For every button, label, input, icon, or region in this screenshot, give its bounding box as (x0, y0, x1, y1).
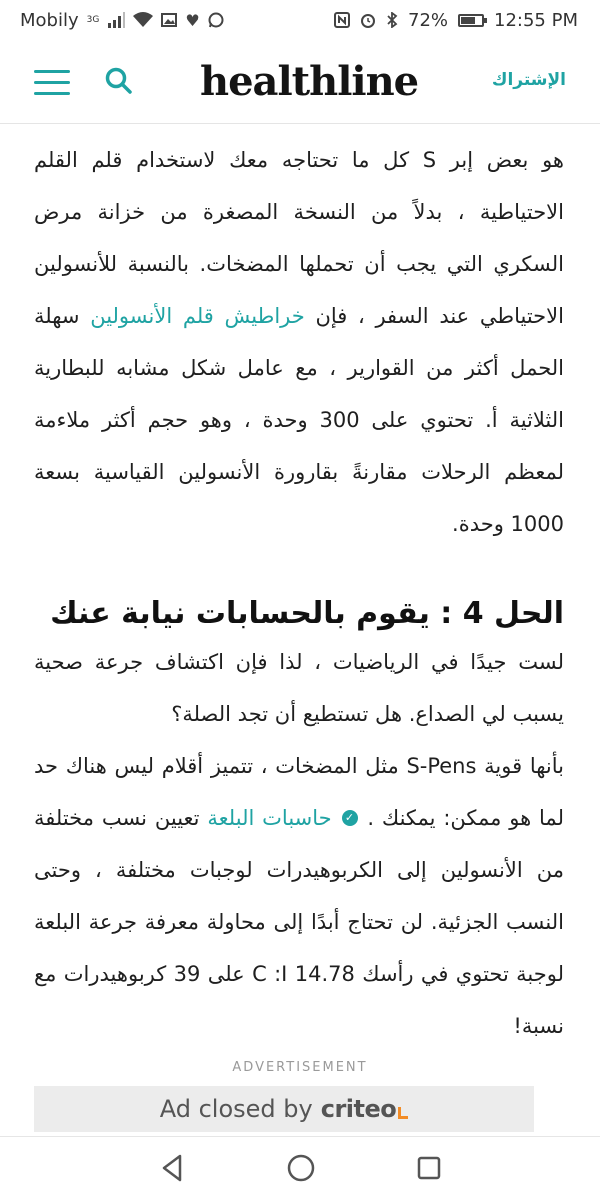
back-icon[interactable] (156, 1151, 190, 1185)
section-heading: الحل 4 : يقوم بالحسابات نيابة عنك (50, 596, 564, 631)
status-left (20, 10, 224, 31)
insulin-pen-cartridges-link[interactable]: خراطيش قلم الأنسولين (90, 304, 305, 328)
system-navigation-bar (0, 1136, 600, 1200)
clock-time: 12:55 PM (494, 9, 578, 31)
wifi-icon (133, 12, 153, 28)
bluetooth-icon (386, 12, 398, 28)
home-icon[interactable] (284, 1151, 318, 1185)
site-header (0, 40, 600, 124)
subscribe-link[interactable]: الإشتراك (491, 70, 566, 90)
search-icon[interactable] (104, 66, 134, 96)
recents-icon[interactable] (412, 1151, 446, 1185)
battery-icon (458, 14, 484, 27)
menu-line-middle (34, 81, 70, 84)
article-body (34, 126, 564, 1052)
menu-line-bottom (34, 92, 70, 95)
alarm-icon (360, 12, 376, 28)
bolus-calculators-link[interactable]: حاسبات البلعة (207, 806, 332, 830)
battery-level (461, 17, 475, 24)
carrier-name: Mobily (20, 9, 79, 31)
status-bar (0, 0, 600, 40)
whatsapp-icon (208, 12, 224, 28)
ad-closed-text: Ad closed by (159, 1095, 313, 1123)
battery-percent: 72% (408, 9, 449, 31)
network-type: 3G (86, 15, 100, 25)
ad-closed-banner[interactable] (34, 1086, 534, 1132)
paragraph-text: سهلة الحمل أكثر من القوارير ، مع عامل شكل مشابه للبطارية الثلاثية أ. تحتوي على 300 وحدة ، وهو حجم أكثر ملاءمة لمعظم الرحلات مقارنةً بقارورة الأنسولين القياسية بسعة 1000 وحدة. (34, 304, 564, 536)
paragraph-text: هو بعض إبر S كل ما تحتاجه معك لاستخدام قلم القلم الاحتياطية ، بدلاً من النسخة المصغرة من خزانة مرض السكري التي يجب أن تحملها المضخات. بالنسبة للأنسولين الاحتياطي عند السفر ، فإن (34, 148, 564, 328)
article-paragraph-2: لست جيدًا في الرياضيات ، لذا فإن اكتشاف جرعة صحية يسبب لي الصداع. هل تستطيع أن تجد الصلة؟ (34, 650, 564, 726)
nfc-icon (334, 12, 350, 28)
article-paragraph-1 (34, 126, 564, 550)
criteo-logo (321, 1095, 409, 1123)
healthline-logo[interactable]: healthline (200, 58, 419, 105)
menu-line-top (34, 70, 70, 73)
paragraph-text: بأنها قوية S-Pens مثل المضخات ، تتميز أقلام ليس هناك حد لما هو ممكن: يمكنك . (34, 754, 564, 830)
paragraph-text: تعيين نسب مختلفة من الأنسولين إلى الكربوهيدرات لوجبات مختلفة ، وحتى النسب الجزئية. لن تحتاج أبدًا إلى محاولة معرفة جرعة البلعة لوجبة تحتوي في رأسك 14.78 C :I على 39 كربوهيدرات مع نسبة! (34, 806, 564, 1038)
status-right (334, 10, 578, 31)
hamburger-menu-icon[interactable] (34, 70, 70, 96)
image-notification-icon (161, 13, 177, 27)
criteo-wordmark: criteo (320, 1095, 397, 1123)
heart-icon: ♥ (185, 10, 200, 30)
article-paragraph-3 (34, 740, 564, 1052)
verified-check-icon: ✓ (342, 810, 358, 826)
advertisement-label: ADVERTISEMENT (232, 1060, 368, 1075)
signal-icon (107, 12, 125, 28)
criteo-mark-icon (398, 1107, 408, 1119)
